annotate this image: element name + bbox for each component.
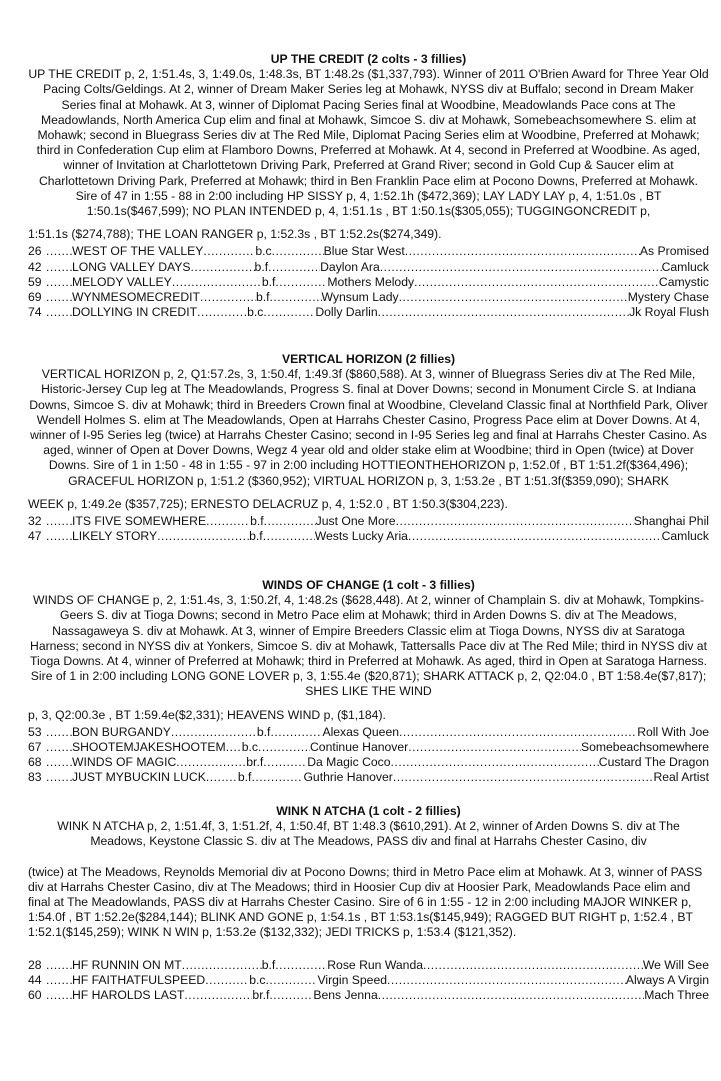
foal-row bbox=[28, 244, 709, 259]
dam-name: Daylon Ara bbox=[320, 259, 380, 274]
foal-sex: b.c bbox=[247, 305, 264, 320]
dam-name: Bens Jenna bbox=[313, 988, 378, 1002]
damsire-name: We Will See bbox=[642, 957, 709, 972]
hip-number: 28 bbox=[28, 957, 42, 972]
dam-name: Dolly Darlin bbox=[315, 305, 378, 320]
sire-bio: WINDS OF CHANGE p, 2, 1:51.4s, 3, 1:50.2f, 4, 1:48.2s ($628,448). At 2, winner of Champlain S. div at Mohawk, Tompkins-Geers S. div at Tioga Downs; second in Metro Pace elim at Mohawk; third in Arden Downs S. div at The Meadows, Nassagaweya S. div at Mohawk. At 3, winner of Empire Breeders Classic elim at Tioga Downs, NYSS div at Saratoga Harness; second in NYSS div at Yonkers, Simcoe S. div at Mohawk, Tattersalls Pace div at The Red Mile; third in NYSS div at Tioga Downs. At 4, winner of Preferred at Mohawk; third in Preferred at Mohawk. As aged, third in Open at Saratoga Harness. Sire of 1 in 2:00 including LONG GONE LOVER p, 3, 1:55.4e ($20,871); SHARK ATTACK p, 2, Q2:04.0 , BT 1:58.4e($7,817); SHES LIKE THE WIND bbox=[30, 593, 707, 699]
hip-number: 32 bbox=[28, 514, 42, 529]
sire-title: WINDS OF CHANGE (1 colt - 3 fillies) bbox=[262, 578, 475, 592]
foal-sex: b.f bbox=[237, 770, 252, 785]
dam-name: Mothers Melody bbox=[327, 274, 415, 289]
damsire-name: Roll With Joe bbox=[637, 724, 709, 739]
damsire-name: Custard The Dragon bbox=[598, 755, 709, 770]
foal-row bbox=[28, 290, 709, 305]
hip-number: 69 bbox=[28, 290, 42, 304]
foal-name: WYNMESOMECREDIT bbox=[72, 290, 200, 304]
hip-number: 67 bbox=[28, 740, 42, 755]
foal-name: WINDS OF MAGIC bbox=[72, 755, 177, 770]
damsire-name: Jk Royal Flush bbox=[629, 305, 709, 320]
damsire-name: Real Artist bbox=[653, 770, 709, 785]
foal-row bbox=[28, 755, 709, 770]
foal-name: WEST OF THE VALLEY bbox=[72, 244, 204, 259]
sire-section-vertical-horizon bbox=[28, 352, 709, 544]
foal-list bbox=[28, 244, 709, 320]
dam-name: Continue Hanover bbox=[309, 740, 409, 755]
dam-name: Virgin Speed bbox=[317, 972, 388, 987]
sire-bio: VERTICAL HORIZON p, 2, Q1:57.2s, 3, 1:50.4f, 1:49.3f ($860,588). At 3, winner of Bluegrass Series div at The Red Mile, Historic-Jersey Cup leg at The Meadowlands, Progress S. final at Dover Downs; second in Monument Circle S. at Indiana Downs, Simcoe S. div at Mohawk; third in Breeders Crown final at Woodbine, Cleveland Classic final at Northfield Park, Oliver Wendell Holmes S. elim at The Meadowlands, Open at Harrahs Chester Casino, Progress Pace elim at Dover Downs. At 4, winner of I-95 Series leg (twice) at Harrahs Chester Casino; second in I-95 Series leg and final at Harrahs Chester Casino. As aged, winner of Open at Dover Downs, Wegz 4 year old and older stake elim at Woodbine; third in Open (twice) at Dover Downs. Sire of 1 in 1:50 - 48 in 1:55 - 97 in 2:00 including HOTTIEONTHEHORIZON p, 1:52.0f , BT 1:51.2f($364,496); GRACEFUL HORIZON p, 1:51.2 ($360,952); VIRTUAL HORIZON p, 3, 1:53.2e , BT 1:51.3f($359,090); SHARK bbox=[29, 367, 708, 488]
foal-row bbox=[28, 275, 709, 290]
hip-number: 60 bbox=[28, 988, 42, 1002]
foal-sex: b.f bbox=[255, 290, 270, 304]
dam-name: Wests Lucky Aria bbox=[314, 529, 408, 544]
hip-number: 42 bbox=[28, 259, 42, 274]
foal-row bbox=[28, 529, 709, 544]
foal-sex: b.c bbox=[255, 244, 272, 259]
sire-bio-continued: p, 3, Q2:00.3e , BT 1:59.4e($2,331); HEAVENS WIND p, ($1,184). bbox=[28, 707, 386, 722]
foal-sex: b.f bbox=[249, 529, 263, 544]
foal-sex: b.f bbox=[254, 259, 269, 274]
foal-sex: b.c bbox=[249, 972, 266, 987]
foal-name: HF HAROLDS LAST bbox=[72, 988, 185, 1002]
foal-row bbox=[28, 770, 709, 785]
foal-name: ITS FIVE SOMEWHERE bbox=[72, 514, 207, 529]
sire-title: WINK N ATCHA (1 colt - 2 fillies) bbox=[276, 804, 461, 818]
hip-number: 83 bbox=[28, 770, 42, 785]
foal-name: LIKELY STORY bbox=[72, 529, 158, 544]
damsire-name: As Promised bbox=[639, 244, 709, 259]
sire-section-up-the-credit bbox=[28, 52, 709, 320]
foal-list bbox=[28, 514, 709, 544]
dam-name: Just One More bbox=[315, 514, 396, 529]
foal-sex: b.f bbox=[256, 724, 271, 739]
foal-name: JUST MYBUCKIN LUCK bbox=[72, 770, 206, 785]
damsire-name: Camystic bbox=[658, 274, 709, 289]
damsire-name: Camluck bbox=[661, 529, 709, 544]
foal-name: BON BURGANDY bbox=[72, 724, 171, 739]
foal-row bbox=[28, 514, 709, 529]
foal-list bbox=[28, 958, 709, 1004]
foal-name: LONG VALLEY DAYS bbox=[72, 259, 191, 274]
foal-sex: br.f bbox=[252, 988, 270, 1002]
foal-row bbox=[28, 305, 709, 320]
damsire-name: Mystery Chase bbox=[627, 290, 709, 304]
foal-sex: b.f bbox=[250, 514, 264, 529]
foal-name: HF RUNNIN ON MT bbox=[72, 957, 182, 972]
foal-row bbox=[28, 958, 709, 973]
sire-title: VERTICAL HORIZON (2 fillies) bbox=[281, 352, 456, 366]
damsire-name: Camluck bbox=[661, 259, 709, 274]
sire-bio-continued: 1:51.1s ($274,788); THE LOAN RANGER p, 1:52.3s , BT 1:52.2s($274,349). bbox=[28, 227, 442, 242]
dam-name: Da Magic Coco bbox=[307, 755, 391, 770]
dam-name: Guthrie Hanover bbox=[303, 770, 393, 785]
foal-name: HF FAITHATFULSPEED bbox=[72, 972, 206, 987]
foal-sex: b.f bbox=[261, 274, 276, 289]
hip-number: 59 bbox=[28, 274, 42, 289]
dam-name: Alexas Queen bbox=[322, 724, 399, 739]
foal-sex: b.c bbox=[241, 740, 258, 755]
hip-number: 47 bbox=[28, 529, 42, 544]
damsire-name: Mach Three bbox=[644, 988, 709, 1002]
sire-section-wink-n-atcha bbox=[28, 804, 709, 1003]
foal-row bbox=[28, 260, 709, 275]
foal-row bbox=[28, 973, 709, 988]
hip-number: 74 bbox=[28, 305, 42, 320]
foal-row bbox=[28, 988, 709, 1003]
foal-sex: b.f bbox=[261, 957, 276, 972]
hip-number: 44 bbox=[28, 972, 42, 987]
hip-number: 68 bbox=[28, 755, 42, 770]
sire-bio: UP THE CREDIT p, 2, 1:51.4s, 3, 1:49.0s, 1:48.3s, BT 1:48.2s ($1,337,793). Winner of 2011 O'Brien Award for Three Year Old Pacing Colts/Geldings. At 2, winner of Dream Maker Series leg at Mohawk, NYSS div at Buffalo; second in Dream Maker Series final at Mohawk. At 3, winner of Diplomat Pacing Series final at Woodbine, Meadowlands Pace cons at The Meadowlands, North America Cup elim and final at Mohawk, Simcoe S. div at Mohawk, Somebeachsomewhere S. elim at Mohawk; second in Bluegrass Series div at The Red Mile, Diplomat Pacing Series elim at Woodbine, Preferred at Mohawk; third in Confederation Cup elim at Flamboro Downs, Preferred at Mohawk. At 4, second in Preferred at Woodbine. As aged, winner of Invitation at Charlottetown Driving Park, Preferred at Grand River; second in Gold Cup & Saucer elim at Charlottetown Driving Park, Preferred at Mohawk; third in Ben Franklin Pace elim at Pocono Downs, Preferred at Mohawk. Sire of 47 in 1:55 - 88 in 2:00 including HP SISSY p, 4, 1:52.1h ($472,369); LAY LADY LAY p, 4, 1:51.0s , BT 1:50.1s($467,599); NO PLAN INTENDED p, 4, 1:51.1s , BT 1:50.1s($305,055); TUGGINGONCREDIT p, bbox=[28, 67, 709, 219]
hip-number: 26 bbox=[28, 244, 42, 259]
dam-name: Wynsum Lady bbox=[321, 290, 399, 304]
damsire-name: Shanghai Phil bbox=[633, 514, 709, 529]
damsire-name: Always A Virgin bbox=[625, 972, 709, 987]
dam-name: Blue Star West bbox=[323, 244, 405, 259]
foal-name: DOLLYING IN CREDIT bbox=[72, 305, 198, 320]
sire-title: UP THE CREDIT (2 colts - 3 fillies) bbox=[270, 52, 467, 66]
foal-row bbox=[28, 740, 709, 755]
dam-name: Rose Run Wanda bbox=[327, 957, 423, 972]
sire-bio: WINK N ATCHA p, 2, 1:51.4f, 3, 1:51.2f, 4, 1:50.4f, BT 1:48.3 ($610,291). At 2, winner of Arden Downs S. div at The Meadows, Keystone Classic S. div at The Meadows, PASS div and final at Harrahs Chester Casino, div bbox=[57, 819, 680, 849]
foal-name: MELODY VALLEY bbox=[72, 274, 172, 289]
foal-sex: br.f bbox=[246, 755, 264, 770]
foal-name: SHOOTEMJAKESHOOTEM bbox=[72, 740, 226, 755]
sire-section-winds-of-change bbox=[28, 578, 709, 786]
foal-list bbox=[28, 725, 709, 786]
sire-bio-continued: (twice) at The Meadows, Reynolds Memorial div at Pocono Downs; third in Metro Pace elim at Mohawk. At 3, winner of PASS div at Harrahs Chester Casino, div at The Meadows; third in Hoosier Cup div at Hoosier Park, Meadowlands Pace elim and final at The Meadowlands, PASS div at Harrahs Chester Casino. Sire of 6 in 1:55 - 12 in 2:00 including MAJOR WINKER p, 1:54.0f , BT 1:52.2e($284,144); BLINK AND GONE p, 1:54.1s , BT 1:53.1s($145,949); RAGGED BUT RIGHT p, 1:52.4 , BT 1:52.1($145,259); WINK N WIN p, 1:53.2e ($132,332); JEDI TRICKS p, 1:53.4 ($121,352). bbox=[28, 864, 703, 940]
damsire-name: Somebeachsomewhere bbox=[580, 740, 709, 755]
foal-row bbox=[28, 725, 709, 740]
sire-bio-continued: WEEK p, 1:49.2e ($357,725); ERNESTO DELACRUZ p, 4, 1:52.0 , BT 1:50.3($304,223). bbox=[28, 496, 508, 511]
hip-number: 53 bbox=[28, 724, 42, 739]
